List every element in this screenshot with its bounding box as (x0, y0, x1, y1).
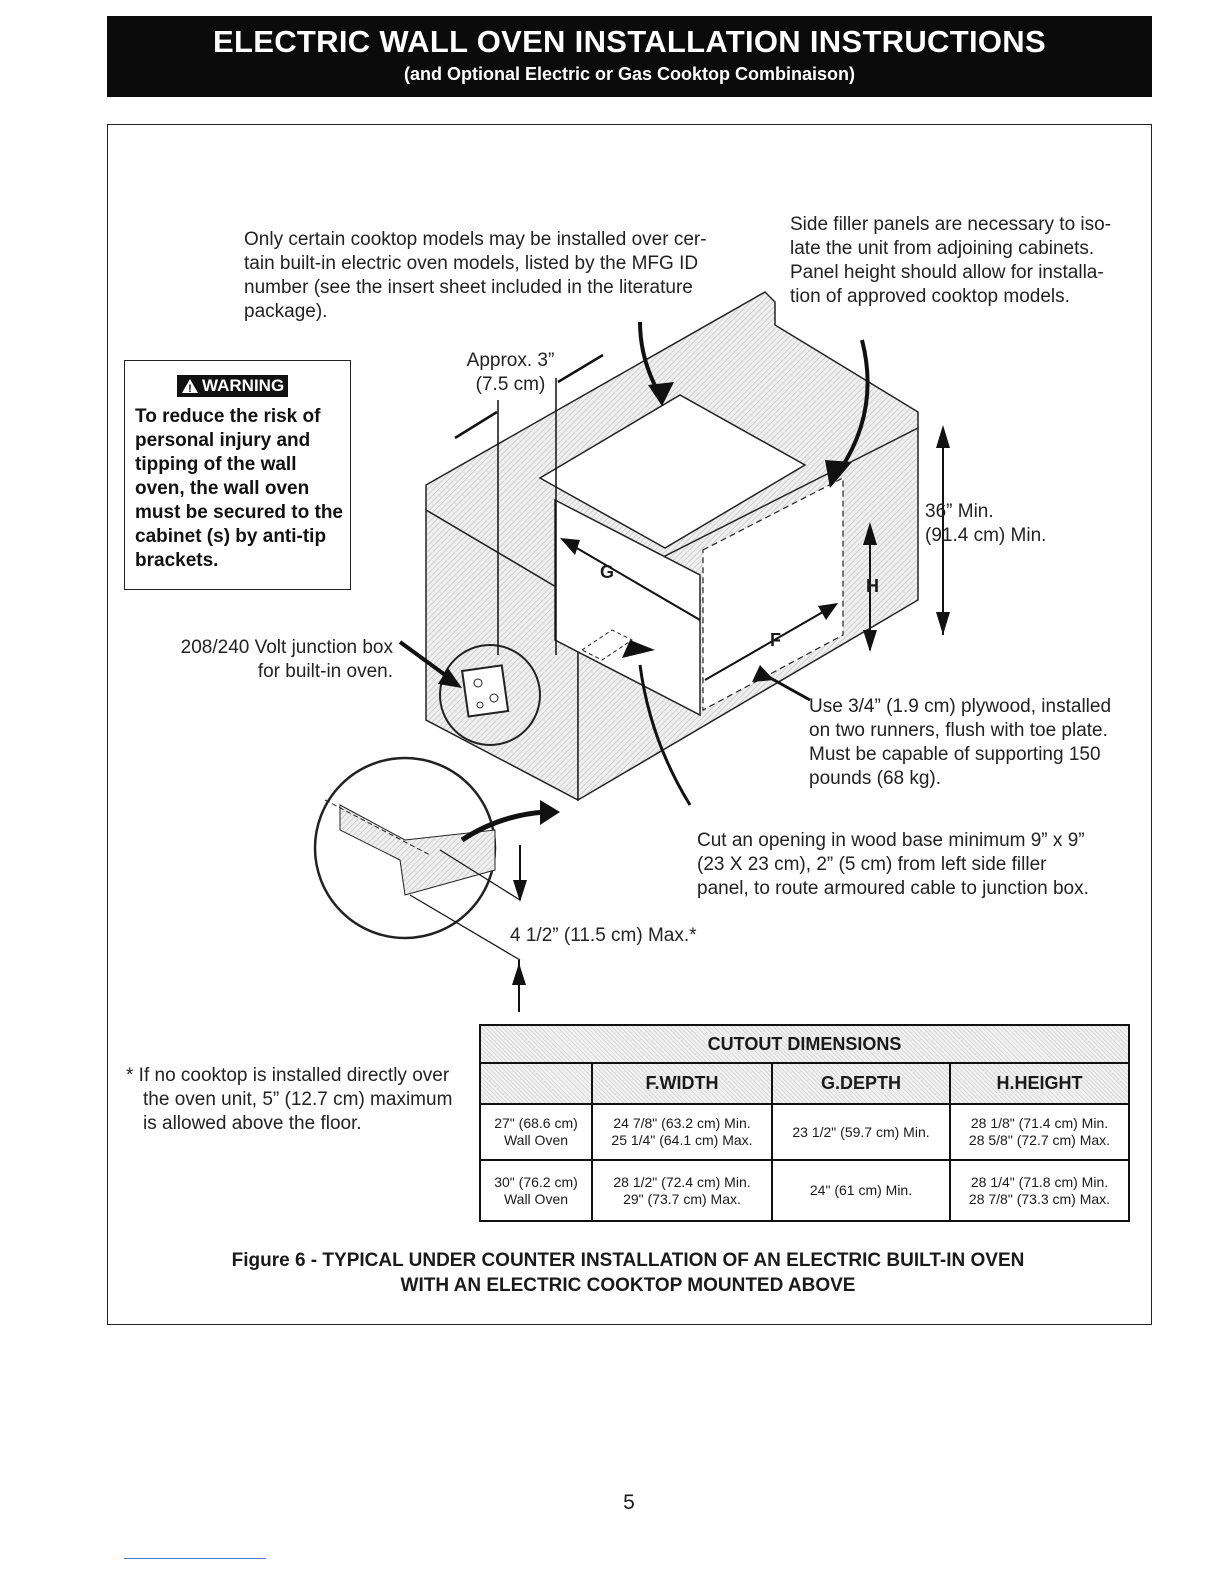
col-header-width: F.WIDTH (592, 1063, 772, 1103)
table-corner (480, 1063, 592, 1103)
junction-box-note: 208/240 Volt junction box for built-in oven. (180, 637, 393, 682)
table-title: CUTOUT DIMENSIONS (480, 1025, 1129, 1063)
dimension-h-label: H (866, 576, 879, 596)
svg-text:!: ! (188, 383, 192, 394)
approx-3-note: Approx. 3” (7.5 cm) (466, 350, 555, 395)
footnote: * If no cooktop is installed directly over the oven unit, 5” (12.7 cm) maximum is allowed above the floor. (126, 1065, 453, 1134)
cutout-dimensions-table (479, 1024, 1130, 1222)
col-header-depth: G.DEPTH (772, 1063, 950, 1103)
opening-note: Cut an opening in wood base minimum 9” x 9” (23 X 23 cm), 2” (5 cm) from left side filler panel, to route armoured cable to junction box. (697, 830, 1089, 899)
warning-text: To reduce the risk of personal injury and tipping of the wall oven, the wall oven must be secured to the cabinet (s) by anti-tip brackets. (135, 406, 343, 571)
table-row: 27" (68.6 cm) Wall Oven 24 7/8" (63.2 cm) Min. 25 1/4" (64.1 cm) Max. 23 1/2" (59.7 cm) Min. 28 1/8" (71.4 cm) Min. 28 5/8" (72.7 cm) Max. (480, 1104, 1129, 1161)
warning-triangle-icon (181, 378, 199, 394)
side-filler-note: Side filler panels are necessary to iso- late the unit from adjoining cabinets. Panel height should allow for installa- tion of approved cooktop models. (790, 214, 1112, 307)
dimension-f-label: F (770, 630, 781, 650)
table-row: 30" (76.2 cm) Wall Oven 28 1/2" (72.4 cm) Min. 29" (73.7 cm) Max. 24" (61 cm) Min. 28 1/4" (71.8 cm) Min. 28 7/8" (73.3 cm) Max. (480, 1160, 1129, 1221)
col-header-height: H.HEIGHT (950, 1063, 1129, 1103)
toe-max-note: 4 1/2” (11.5 cm) Max.* (510, 925, 697, 946)
page-subtitle: (and Optional Electric or Gas Cooktop Combinaison) (403, 64, 856, 84)
dimension-g-label: G (600, 562, 615, 582)
page-number: 5 (623, 1491, 635, 1514)
cooktop-models-note: Only certain cooktop models may be installed over cer- tain built-in electric oven models, listed by the MFG ID number (see the insert sheet included in the literature package). (244, 229, 707, 322)
min-height-note: 36” Min. (91.4 cm) Min. (925, 501, 1047, 546)
footer-link-line (124, 1558, 266, 1559)
warning-label: ! WARNING (177, 375, 288, 397)
figure-caption: Figure 6 - TYPICAL UNDER COUNTER INSTALLATION OF AN ELECTRIC BUILT-IN OVEN WITH AN ELECTRIC COOKTOP MOUNTED ABOVE (231, 1250, 1025, 1296)
warning-box (124, 360, 351, 590)
plywood-note: Use 3/4” (1.9 cm) plywood, installed on two runners, flush with toe plate. Must be capable of supporting 150 pounds (68 kg). (809, 696, 1112, 789)
page-title: ELECTRIC WALL OVEN INSTALLATION INSTRUCTIONS (213, 24, 1046, 59)
